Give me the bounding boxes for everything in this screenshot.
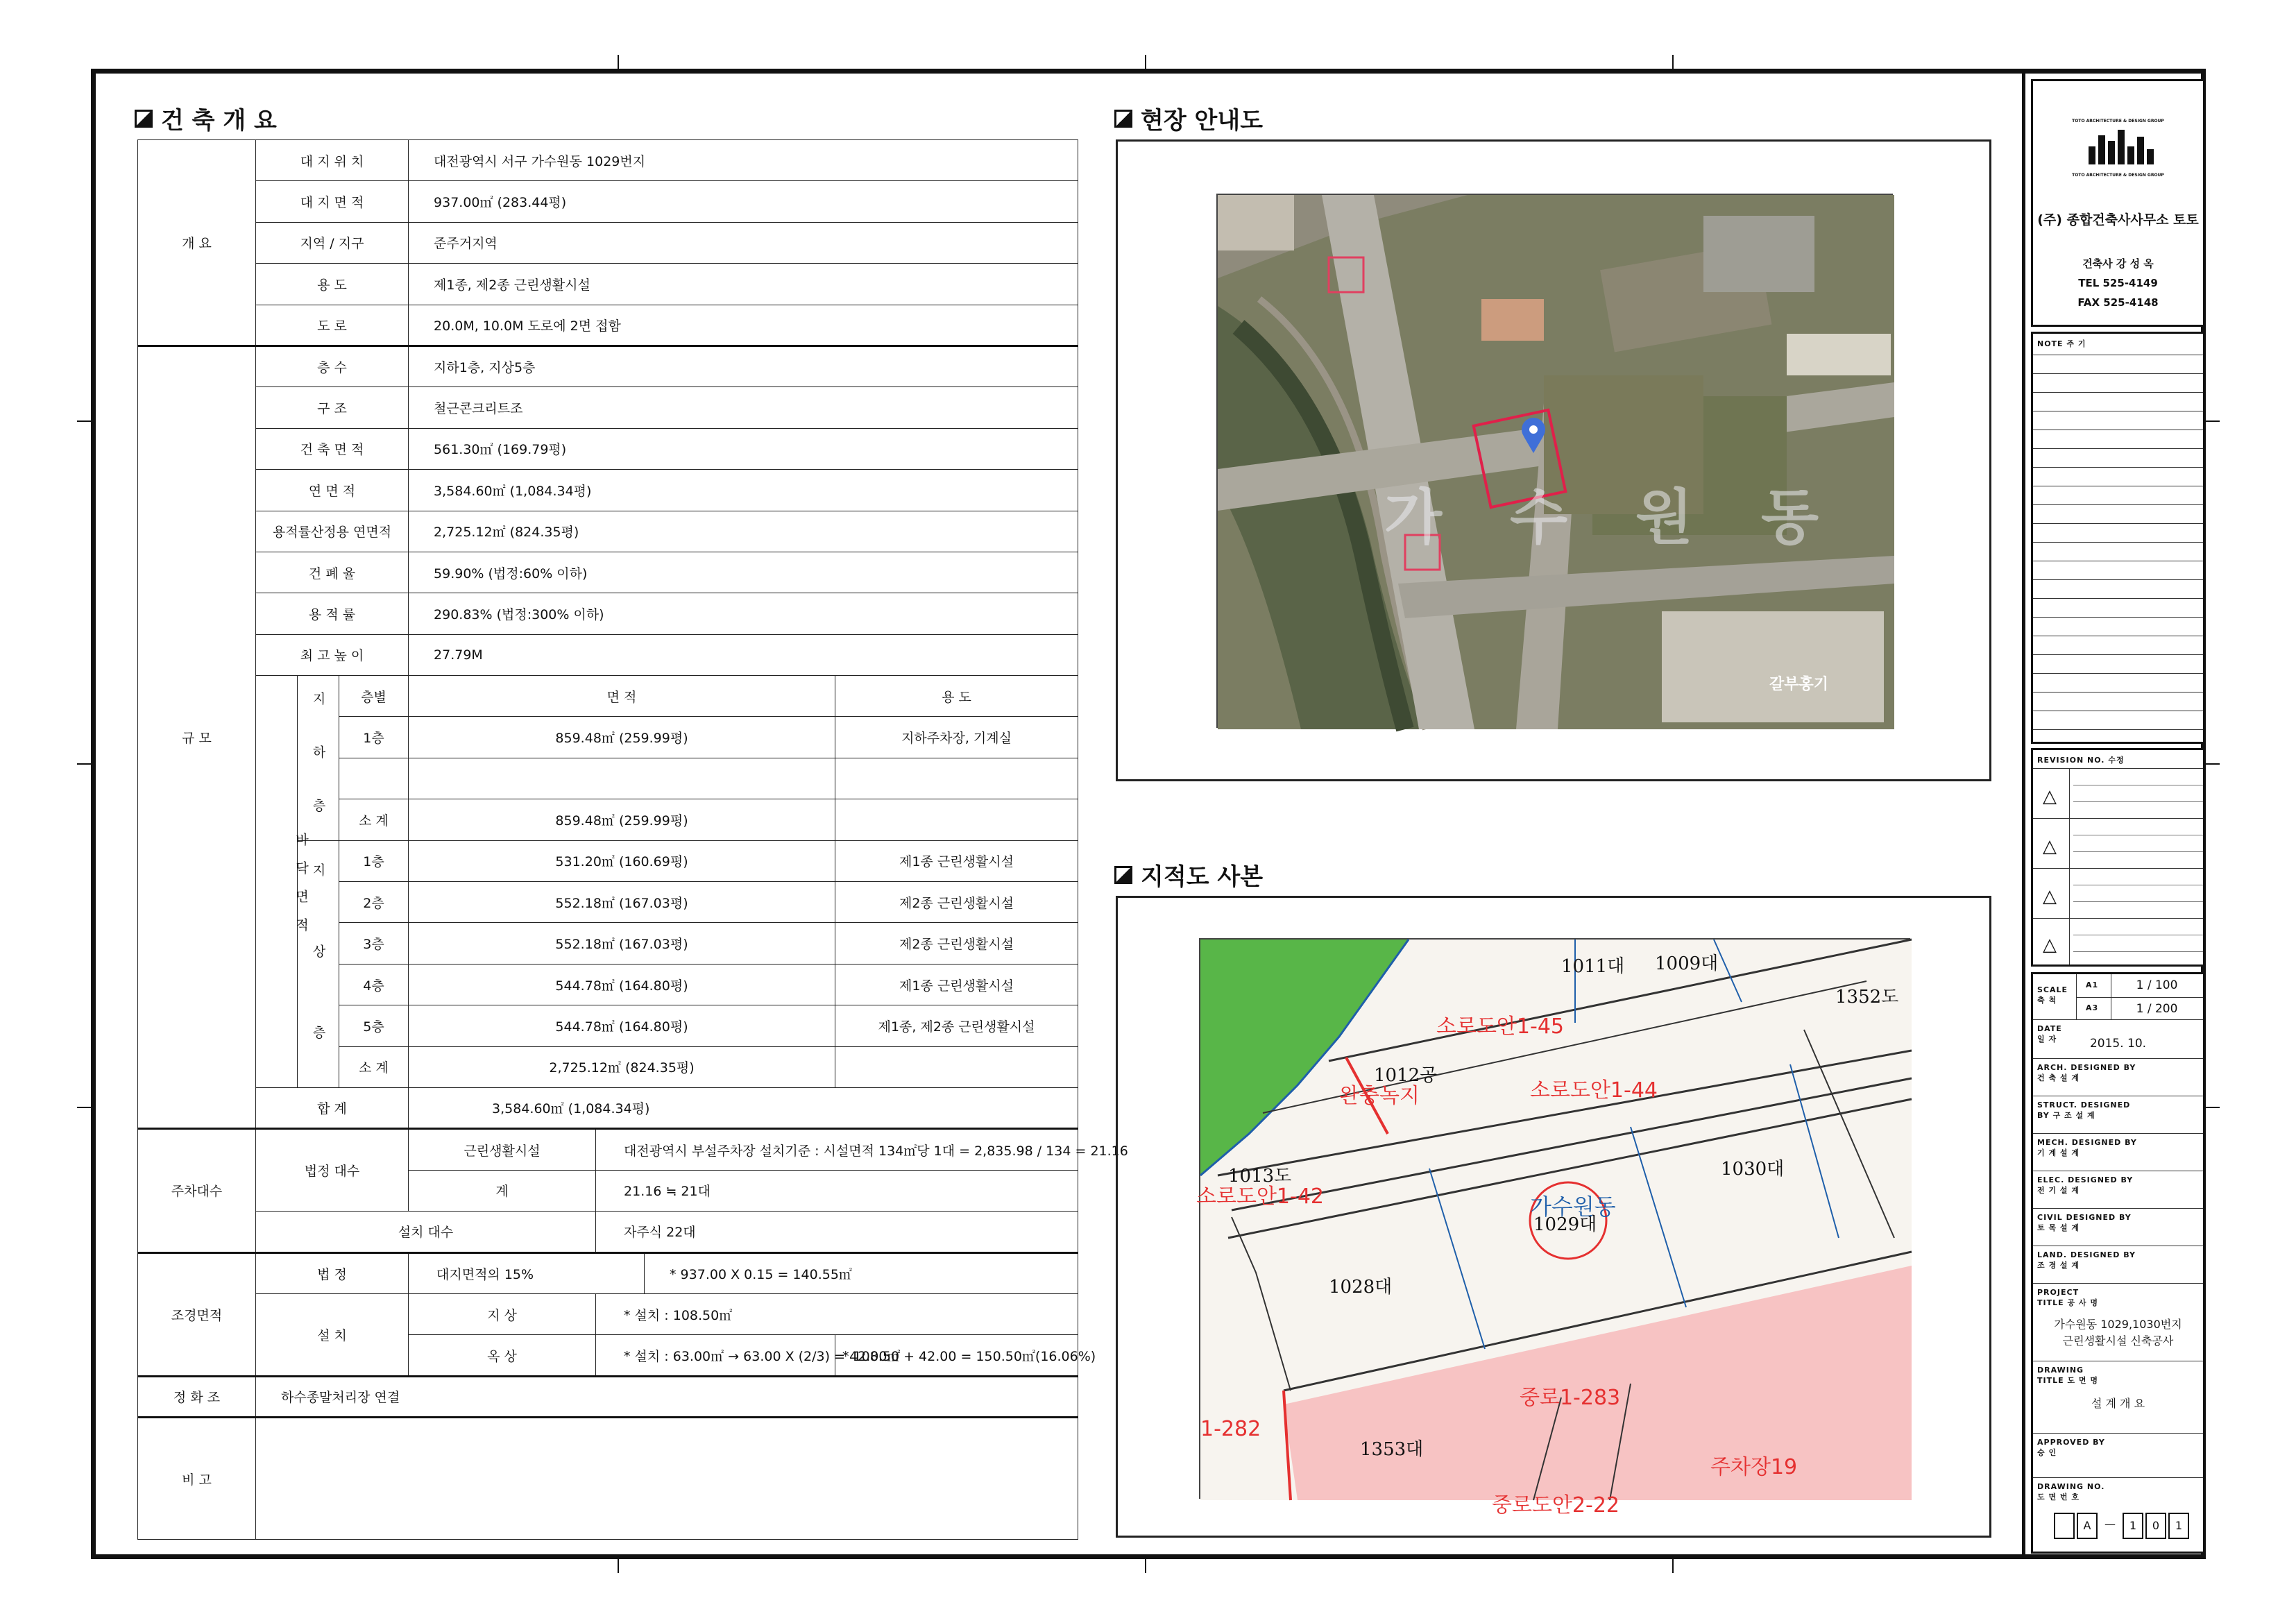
landscape-legal-label: 법 정 xyxy=(256,1252,409,1293)
above-subtotal-row: 소 계 2,725.12㎡ (824.35평) xyxy=(138,1046,1078,1087)
project-label: PROJECT TITLE 공 사 명 xyxy=(2037,1288,2098,1307)
parking-sum-value: 21.16 ≒ 21대 xyxy=(596,1170,1078,1211)
note-box xyxy=(2031,332,2205,744)
firm-logo-icon xyxy=(2086,127,2158,167)
drawing-no: A — 1 0 1 xyxy=(2054,1513,2189,1539)
group-landscape: 조경면적 xyxy=(138,1252,256,1376)
parking-19-label: 주차장19 xyxy=(1710,1455,1798,1479)
drawing-sheet xyxy=(91,69,2206,1559)
parcel-1009: 1009대 xyxy=(1655,953,1719,974)
parcel-1013: 1013도 xyxy=(1228,1166,1292,1187)
basement-subtotal-row: 소 계 859.48㎡ (259.99평) xyxy=(138,799,1078,840)
approved-section xyxy=(2033,1434,2203,1478)
cadastral-map[interactable] xyxy=(1196,938,1910,1518)
revision-mark-icon: △ xyxy=(2043,786,2057,807)
cadastral-title: 지적도 사본 xyxy=(1114,858,1263,892)
tel: TEL 525-4149 xyxy=(2078,277,2158,289)
border-tick xyxy=(1672,55,1674,69)
above-row: 5층 544.78㎡ (164.80평) 제1종, 제2종 근린생활시설 xyxy=(138,1005,1078,1046)
parking-use-row xyxy=(138,1129,1078,1170)
row-use xyxy=(138,264,1078,305)
place-label: 갈부홍기 xyxy=(1769,676,1829,693)
row-site-area xyxy=(138,181,1078,222)
landscape-roof-label: 옥 상 xyxy=(409,1335,596,1376)
value: 대전광역시 서구 가수원동 1029번지 xyxy=(409,140,1078,181)
border-tick xyxy=(2206,763,2220,765)
label: 구 조 xyxy=(256,387,409,428)
district-label: 가 수 원 동 xyxy=(1384,483,1843,552)
struct-designed-label: STRUCT. DESIGNED BY 구 조 설 계 xyxy=(2037,1101,2131,1120)
value: 지하1층, 지상5층 xyxy=(409,346,1078,386)
label: 최 고 높 이 xyxy=(256,634,409,675)
site-map-title: 현장 안내도 xyxy=(1114,101,1263,135)
road-1-282: 1-282 xyxy=(1200,1417,1261,1441)
date-value: 2015. 10. xyxy=(2089,1037,2147,1051)
drawing-title-section xyxy=(2033,1361,2203,1434)
section-marker-icon xyxy=(135,110,153,128)
scale-section xyxy=(2033,974,2203,1020)
parking-legal-label: 법정 대수 xyxy=(256,1129,409,1212)
above-row: 4층 544.78㎡ (164.80평) 제1종 근린생활시설 xyxy=(138,964,1078,1005)
above-row: 2층 552.18㎡ (167.03평) 제2종 근린생활시설 xyxy=(138,882,1078,923)
dong-label: 가수원동 xyxy=(1530,1193,1616,1220)
architect-name: 건축사 강 성 옥 xyxy=(2082,257,2154,270)
remarks-value xyxy=(256,1418,1078,1540)
septic-value: 하수종말처리장 연결 xyxy=(256,1376,1078,1417)
row-far-area xyxy=(138,511,1078,552)
elec-designed-label: ELEC. DESIGNED BY 전 기 설 계 xyxy=(2037,1175,2134,1195)
above-group: 지 상 층 xyxy=(298,840,339,1087)
firm-box xyxy=(2031,79,2205,327)
parcel-1028: 1028대 xyxy=(1329,1277,1393,1298)
border-tick xyxy=(1145,1559,1146,1573)
site-map-frame xyxy=(1116,139,1991,781)
total-label: 합 계 xyxy=(256,1087,409,1128)
value: 철근콘크리트조 xyxy=(409,387,1078,428)
border-tick xyxy=(77,1107,91,1108)
landscape-ground-row xyxy=(138,1293,1078,1334)
border-tick xyxy=(2206,420,2220,422)
parcel-1030: 1030대 xyxy=(1721,1159,1785,1180)
label: 도 로 xyxy=(256,305,409,346)
logo-top-text: TOTO ARCHITECTURE & DESIGN GROUP xyxy=(2072,119,2164,124)
header-floor: 층별 xyxy=(339,676,409,717)
parcel-1353: 1353대 xyxy=(1360,1439,1424,1460)
label: 층 수 xyxy=(256,346,409,386)
label: 지역 / 지구 xyxy=(256,222,409,263)
border-tick xyxy=(1145,55,1146,69)
fax: FAX 525-4148 xyxy=(2077,296,2159,309)
border-tick xyxy=(77,420,91,422)
value: 59.90% (법정:60% 이하) xyxy=(409,552,1078,593)
scale-a1-value: 1 / 100 xyxy=(2136,978,2178,992)
landscape-ground-label: 지 상 xyxy=(409,1293,596,1334)
drawing-title: 설 계 개 요 xyxy=(2091,1397,2145,1410)
parking-install-value: 자주식 22대 xyxy=(596,1212,1078,1252)
value: 3,584.60㎡ (1,084.34평) xyxy=(409,470,1078,511)
label: 대 지 위 치 xyxy=(256,140,409,181)
landscape-legal-row xyxy=(138,1252,1078,1293)
aerial-photo[interactable] xyxy=(1216,194,1893,728)
drawing-info-box xyxy=(2031,972,2205,1554)
value: 937.00㎡ (283.44평) xyxy=(409,181,1078,222)
remarks-row xyxy=(138,1418,1078,1540)
landscape-install-label: 설 치 xyxy=(256,1293,409,1376)
road-1-45: 소로도안1-45 xyxy=(1436,1014,1565,1039)
basement-row: 1층 859.48㎡ (259.99평) 지하주차장, 기계실 xyxy=(138,717,1078,758)
label: 용 적 률 xyxy=(256,593,409,634)
value: 준주거지역 xyxy=(409,222,1078,263)
mech-designed-label: MECH. DESIGNED BY 기 계 설 계 xyxy=(2037,1138,2137,1157)
border-tick xyxy=(618,55,619,69)
value: 제1종, 제2종 근린생활시설 xyxy=(409,264,1078,305)
header-use: 용 도 xyxy=(835,676,1078,717)
border-tick xyxy=(2206,1107,2220,1108)
civil-designed-label: CIVIL DESIGNED BY 토 목 설 계 xyxy=(2037,1213,2132,1232)
landscape-legal-calc: * 937.00 X 0.15 = 140.55㎡ xyxy=(645,1252,1078,1293)
parking-use-value: 대전광역시 부설주차장 설치기준 : 시설면적 134㎡당 1대 = 2,835.98 / 134 = 21.16 xyxy=(596,1129,1078,1170)
label: 건 축 면 적 xyxy=(256,428,409,469)
value: 2,725.12㎡ (824.35평) xyxy=(409,511,1078,552)
border-tick xyxy=(1672,1559,1674,1573)
parking-install-row xyxy=(138,1212,1078,1252)
group-gyumo: 규 모 xyxy=(138,346,256,1128)
septic-row xyxy=(138,1376,1078,1417)
section-marker-icon xyxy=(1114,110,1132,128)
row-structure xyxy=(138,387,1078,428)
overview-title: 건 축 개 요 xyxy=(135,101,277,135)
row-far xyxy=(138,593,1078,634)
floor-area-group: 바 닥 면 적 xyxy=(256,676,298,1088)
header-area: 면 적 xyxy=(409,676,835,717)
value: 20.0M, 10.0M 도로에 2면 접함 xyxy=(409,305,1078,346)
drawing-title-label: DRAWING TITLE 도 면 명 xyxy=(2037,1366,2098,1385)
buffer-green-label: 완충녹지 xyxy=(1339,1084,1420,1108)
group-parking: 주차대수 xyxy=(138,1129,256,1252)
parking-use-label: 근린생활시설 xyxy=(409,1129,596,1170)
parcel-1029: 1029대 xyxy=(1533,1214,1597,1235)
revision-mark-icon: △ xyxy=(2043,935,2057,955)
value: 561.30㎡ (169.79평) xyxy=(409,428,1078,469)
project-title-line1: 가수원동 1029,1030번지 xyxy=(2054,1318,2182,1331)
parking-sum-label: 계 xyxy=(409,1170,596,1211)
approved-label: APPROVED BY 승 인 xyxy=(2037,1438,2105,1457)
parcel-1352: 1352도 xyxy=(1835,987,1899,1008)
date-label: DATE 일 자 xyxy=(2037,1024,2062,1044)
label: 용적률산정용 연면적 xyxy=(256,511,409,552)
section-marker-icon xyxy=(1114,866,1132,884)
row-coverage xyxy=(138,552,1078,593)
row-floors xyxy=(138,346,1078,386)
scale-a3-value: 1 / 200 xyxy=(2136,1002,2178,1016)
scale-a1-label: A1 xyxy=(2086,980,2099,989)
overview-table xyxy=(137,139,1128,1540)
value: 27.79M xyxy=(409,634,1078,675)
landscape-ground-value: * 설치 : 108.50㎡ xyxy=(596,1293,1078,1334)
row-road xyxy=(138,305,1078,346)
arch-designed-label: ARCH. DESIGNED BY 건 축 설 계 xyxy=(2037,1063,2136,1082)
row-height xyxy=(138,634,1078,675)
total-row xyxy=(138,1087,1078,1128)
landscape-roof-calc: * 108.50 + 42.00 = 150.50㎡(16.06%) xyxy=(835,1335,1078,1376)
land-designed-label: LAND. DESIGNED BY 조 경 설 계 xyxy=(2037,1250,2136,1270)
value: 290.83% (법정:300% 이하) xyxy=(409,593,1078,634)
note-label: NOTE 주 기 xyxy=(2037,339,2086,348)
scale-a3-label: A3 xyxy=(2086,1003,2099,1012)
firm-name: (주) 종합건축사사무소 토토 xyxy=(2037,212,2199,228)
label: 연 면 적 xyxy=(256,470,409,511)
basement-group: 지 하 층 xyxy=(298,676,339,841)
project-title-line2: 근린생활시설 신축공사 xyxy=(2062,1334,2174,1348)
title-block xyxy=(2022,74,2211,1559)
road-1-42: 소로도안1-42 xyxy=(1196,1184,1325,1209)
group-remarks: 비 고 xyxy=(138,1418,256,1540)
revision-label: REVISION NO. 수정 xyxy=(2037,756,2125,765)
road-bottom-label: 중로도안2-22 xyxy=(1492,1493,1620,1518)
landscape-legal-value: 대지면적의 15% xyxy=(409,1252,645,1293)
group-gaeyo: 개 요 xyxy=(138,140,256,346)
aerial-photo-graphic xyxy=(1218,195,1894,729)
drawing-no-section xyxy=(2033,1478,2203,1552)
floor-area-header xyxy=(138,676,1078,717)
row-gross-area xyxy=(138,470,1078,511)
parking-install-label: 설치 대수 xyxy=(256,1212,596,1252)
road-1-283: 중로1-283 xyxy=(1520,1386,1621,1410)
parcel-1012: 1012공 xyxy=(1374,1065,1438,1086)
label: 대 지 면 적 xyxy=(256,181,409,222)
revision-mark-icon: △ xyxy=(2043,886,2057,907)
project-section xyxy=(2033,1284,2203,1361)
logo-bottom-text: TOTO ARCHITECTURE & DESIGN GROUP xyxy=(2072,173,2164,178)
road-1-44: 소로도안1-44 xyxy=(1530,1078,1658,1103)
landscape-roof-value: * 설치 : 63.00㎡ → 63.00 X (2/3) = 42.00㎡ xyxy=(596,1335,835,1376)
label: 용 도 xyxy=(256,264,409,305)
label: 건 폐 율 xyxy=(256,552,409,593)
border-tick xyxy=(77,763,91,765)
row-site-location xyxy=(138,140,1078,181)
revision-mark-icon: △ xyxy=(2043,836,2057,857)
date-section xyxy=(2033,1020,2203,1059)
total-value: 3,584.60㎡ (1,084.34평) xyxy=(409,1087,1078,1128)
cadastral-frame xyxy=(1116,896,1991,1538)
parcel-1011: 1011대 xyxy=(1561,956,1625,977)
revision-box xyxy=(2031,748,2205,967)
above-row: 3층 552.18㎡ (167.03평) 제2종 근린생활시설 xyxy=(138,923,1078,964)
scale-label: SCALE 축 척 xyxy=(2037,985,2068,1005)
drawing-no-label: DRAWING NO. 도 면 번 호 xyxy=(2037,1482,2105,1502)
row-zone xyxy=(138,222,1078,263)
border-tick xyxy=(618,1559,619,1573)
row-building-area xyxy=(138,428,1078,469)
group-septic: 정 화 조 xyxy=(138,1376,256,1417)
above-row: 지 상 층 1층 531.20㎡ (160.69평) 제1종 근린생활시설 xyxy=(138,840,1078,881)
